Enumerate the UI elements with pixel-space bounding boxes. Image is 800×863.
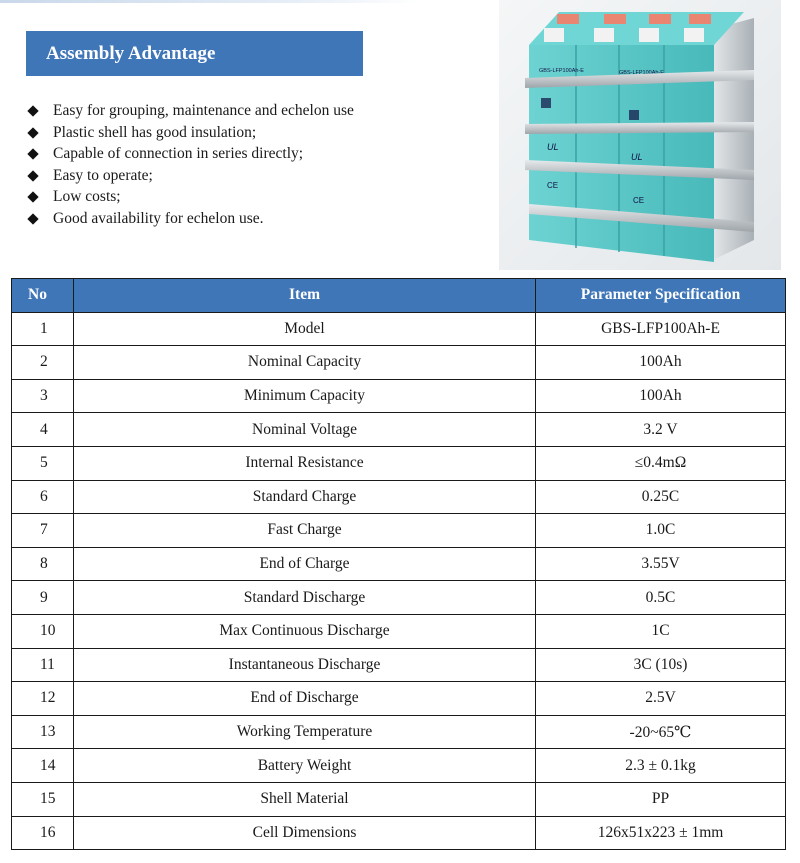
table-row: [12, 749, 786, 783]
table-row: [12, 715, 786, 749]
row-item: Standard Discharge: [74, 581, 536, 615]
diamond-bullet-icon: [27, 192, 38, 203]
list-item: Plastic shell has good insulation;: [28, 122, 354, 144]
table-row: [12, 782, 786, 816]
table-row: [12, 312, 786, 346]
ul-mark: UL: [631, 152, 643, 162]
list-item: Easy for grouping, maintenance and echelon use: [28, 100, 354, 122]
table-row: [12, 480, 786, 514]
table-row: [12, 614, 786, 648]
row-value: -20~65℃: [536, 715, 786, 749]
row-item: End of Charge: [74, 547, 536, 581]
qr-code-icon: [541, 98, 551, 108]
row-item: Minimum Capacity: [74, 379, 536, 413]
row-value: ≤0.4mΩ: [536, 446, 786, 480]
cell-model-label: GBS-LFP100Ah-E: [539, 68, 584, 74]
diamond-bullet-icon: [27, 127, 38, 138]
spec-table: [11, 278, 786, 850]
row-number: 16: [12, 816, 74, 850]
table-row: [12, 648, 786, 682]
row-number: 8: [12, 547, 74, 581]
table-row: [12, 413, 786, 447]
row-value: 1.0C: [536, 514, 786, 548]
row-number: 12: [12, 682, 74, 716]
row-number: 2: [12, 346, 74, 380]
row-value: 0.25C: [536, 480, 786, 514]
qr-code-icon: [629, 110, 639, 120]
row-item: Model: [74, 312, 536, 346]
table-row: [12, 581, 786, 615]
row-item: Nominal Capacity: [74, 346, 536, 380]
list-item: Low costs;: [28, 186, 354, 208]
row-value: 100Ah: [536, 379, 786, 413]
ce-mark: CE: [633, 196, 645, 205]
row-number: 7: [12, 514, 74, 548]
row-number: 9: [12, 581, 74, 615]
row-item: Cell Dimensions: [74, 816, 536, 850]
row-value: 3.55V: [536, 547, 786, 581]
row-item: Working Temperature: [74, 715, 536, 749]
row-item: Internal Resistance: [74, 446, 536, 480]
advantages-list: [28, 100, 354, 230]
row-number: 3: [12, 379, 74, 413]
list-item: Capable of connection in series directly;: [28, 143, 354, 165]
table-row: [12, 816, 786, 850]
ul-mark: UL: [547, 142, 559, 152]
row-item: Battery Weight: [74, 749, 536, 783]
battery-pack-photo: [499, 0, 781, 270]
row-item: Shell Material: [74, 782, 536, 816]
column-header-parameter: Parameter Specification: [536, 279, 786, 313]
section-header: [26, 31, 363, 76]
row-number: 4: [12, 413, 74, 447]
row-number: 11: [12, 648, 74, 682]
row-item: Instantaneous Discharge: [74, 648, 536, 682]
row-number: 13: [12, 715, 74, 749]
table-header-row: [12, 279, 786, 313]
row-item: Nominal Voltage: [74, 413, 536, 447]
row-number: 15: [12, 782, 74, 816]
row-value: 0.5C: [536, 581, 786, 615]
row-value: PP: [536, 782, 786, 816]
row-number: 10: [12, 614, 74, 648]
table-row: [12, 514, 786, 548]
row-value: 126x51x223 ± 1mm: [536, 816, 786, 850]
section-title: Assembly Advantage: [46, 43, 216, 64]
list-item: Good availability for echelon use.: [28, 208, 354, 230]
diamond-bullet-icon: [27, 213, 38, 224]
ce-mark: CE: [547, 181, 559, 190]
column-header-item: Item: [74, 279, 536, 313]
table-row: [12, 547, 786, 581]
table-row: [12, 446, 786, 480]
row-value: 2.5V: [536, 682, 786, 716]
cell-model-label: GBS-LFP100Ah-E: [619, 70, 664, 76]
diamond-bullet-icon: [27, 149, 38, 160]
table-row: [12, 346, 786, 380]
row-value: 1C: [536, 614, 786, 648]
table-row: [12, 379, 786, 413]
row-value: GBS-LFP100Ah-E: [536, 312, 786, 346]
row-value: 2.3 ± 0.1kg: [536, 749, 786, 783]
diamond-bullet-icon: [27, 170, 38, 181]
diamond-bullet-icon: [27, 105, 38, 116]
row-item: Max Continuous Discharge: [74, 614, 536, 648]
row-number: 1: [12, 312, 74, 346]
table-row: [12, 682, 786, 716]
steel-band: [525, 122, 754, 134]
column-header-no: No: [12, 279, 74, 313]
list-item: Easy to operate;: [28, 165, 354, 187]
row-value: 100Ah: [536, 346, 786, 380]
row-number: 6: [12, 480, 74, 514]
row-value: 3C (10s): [536, 648, 786, 682]
row-item: Standard Charge: [74, 480, 536, 514]
row-number: 5: [12, 446, 74, 480]
row-item: Fast Charge: [74, 514, 536, 548]
row-value: 3.2 V: [536, 413, 786, 447]
row-item: End of Discharge: [74, 682, 536, 716]
row-number: 14: [12, 749, 74, 783]
top-divider: [0, 0, 420, 3]
top-terminals: [529, 12, 744, 45]
